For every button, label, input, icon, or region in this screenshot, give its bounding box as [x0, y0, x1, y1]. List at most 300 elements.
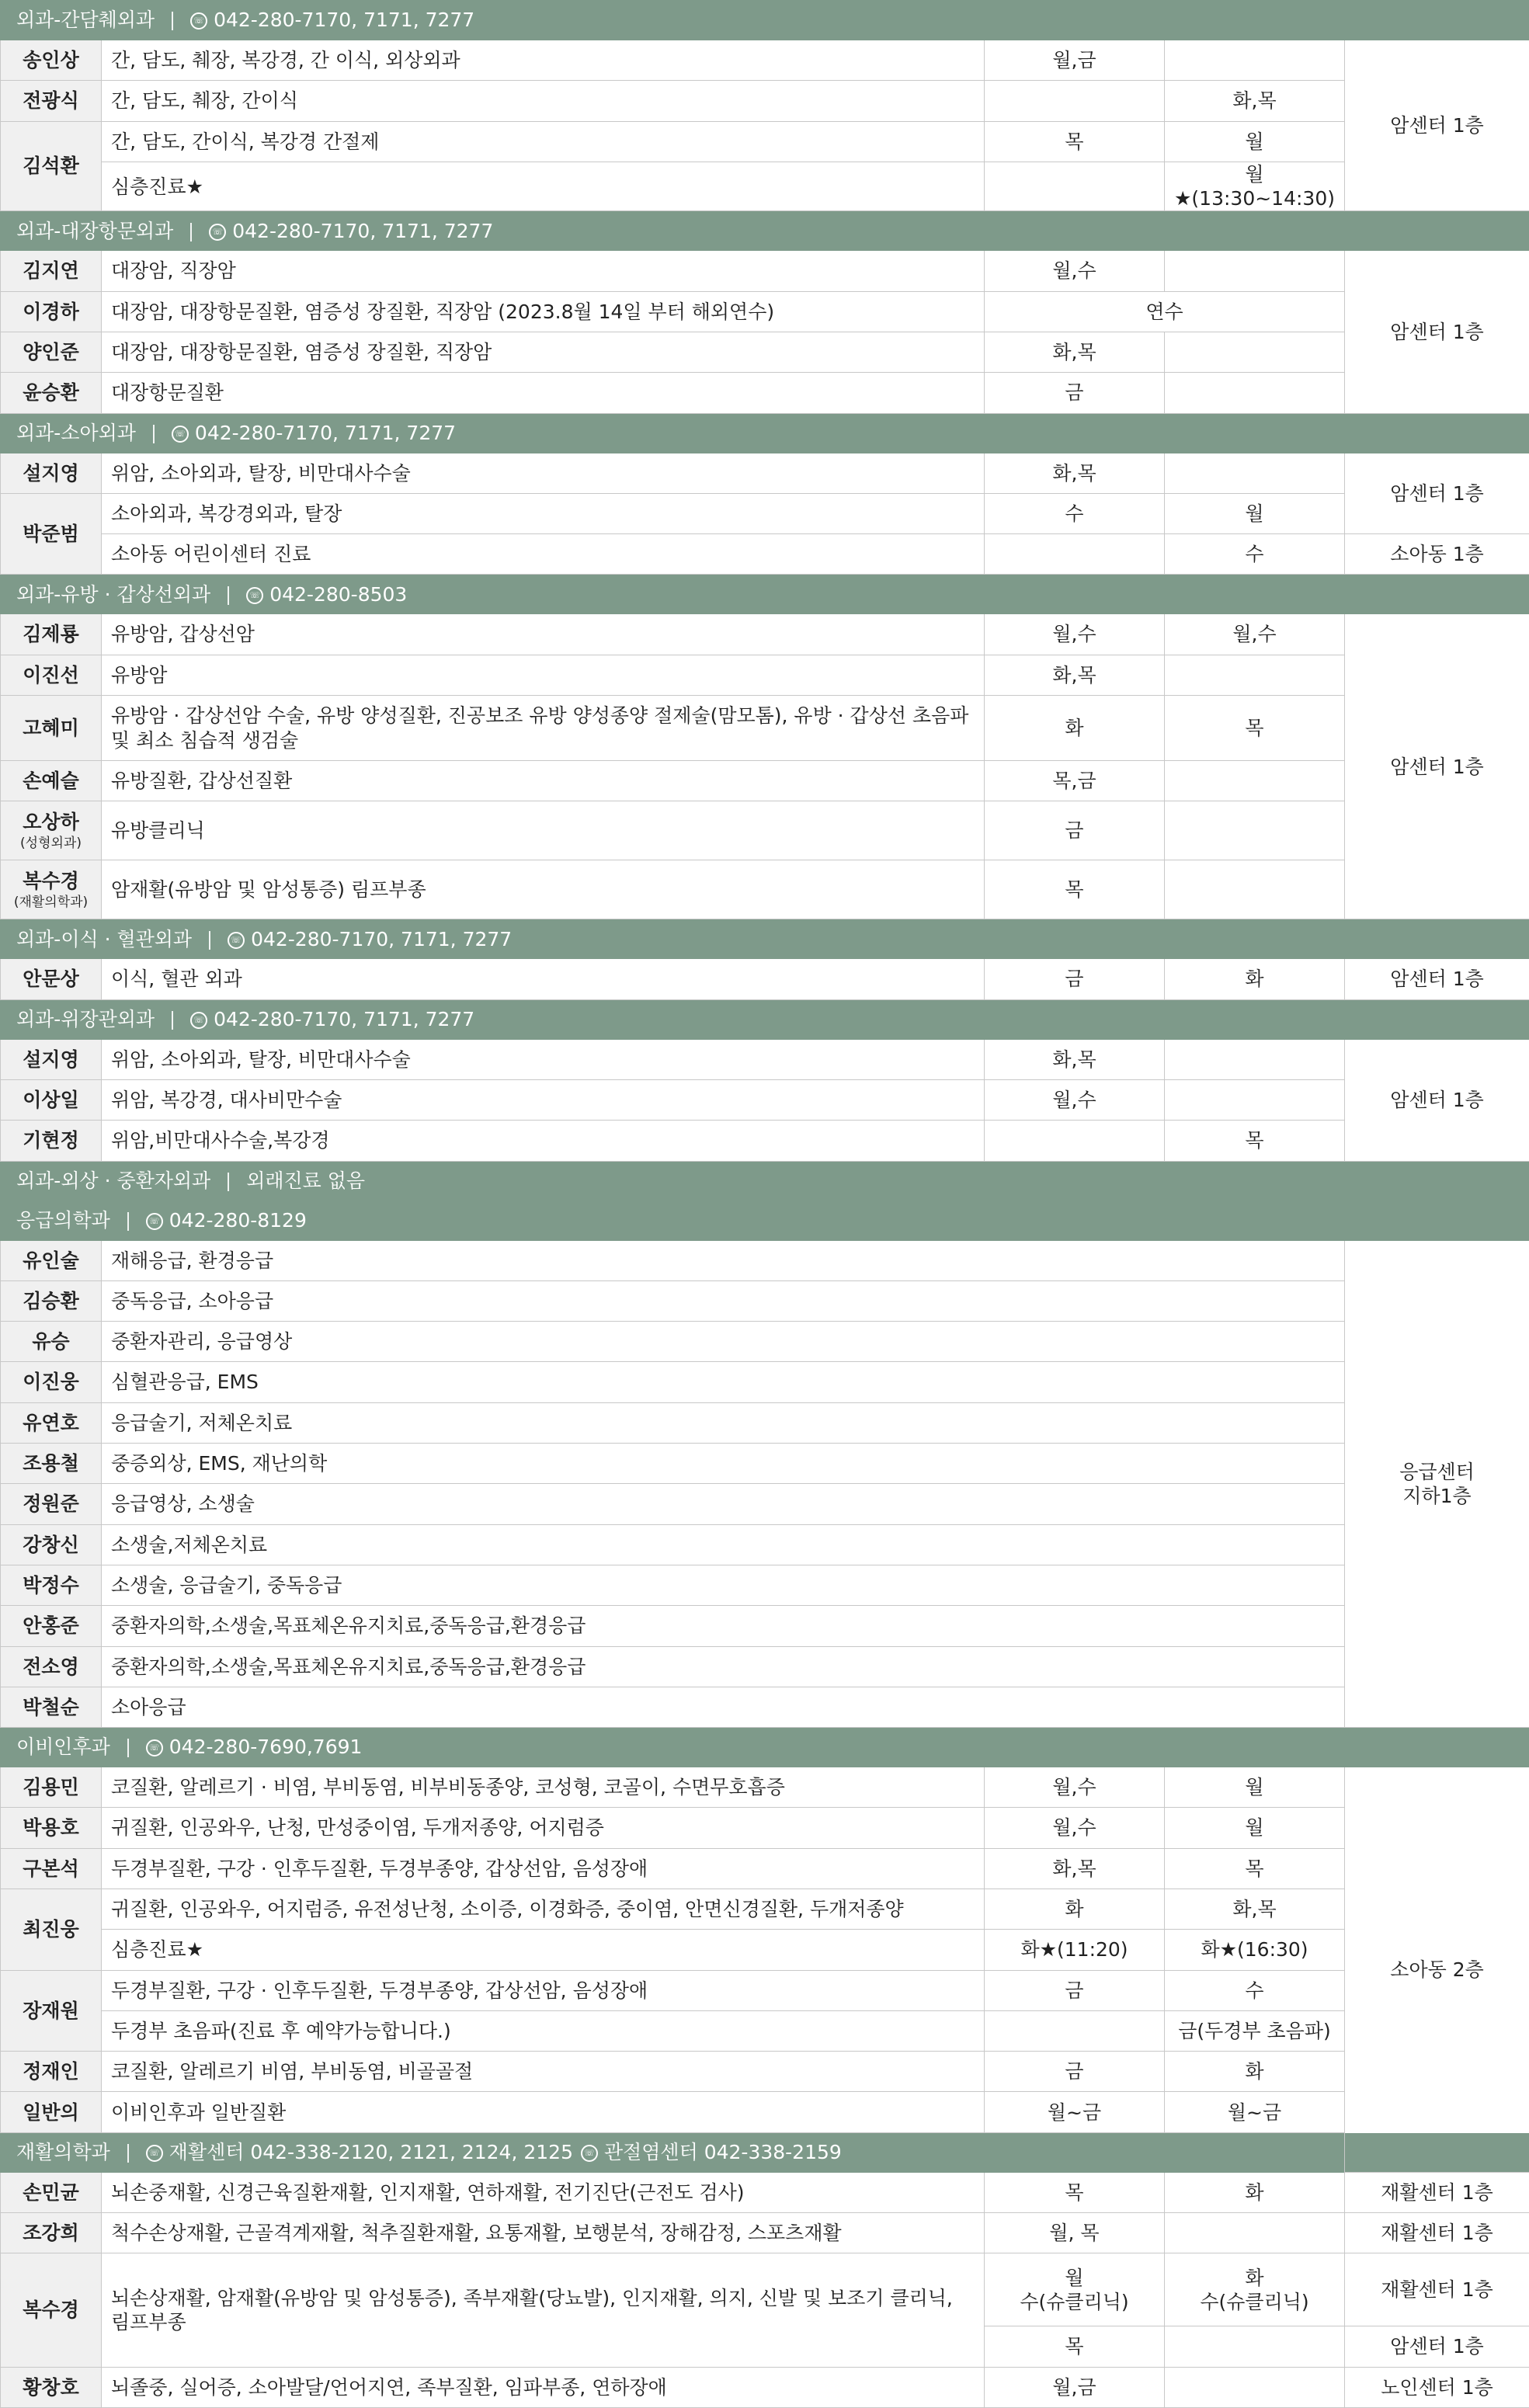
doctor-name: [1, 332, 102, 372]
doctor-name: [1, 1039, 102, 1079]
doctor-name-text: 김용민: [23, 1776, 78, 1798]
department-header-row: [1, 2132, 1529, 2172]
doctor-name-text: 김승환: [23, 1290, 78, 1312]
doctor-name: [1, 1767, 102, 1808]
specialty: 응급술기, 저체온치료: [102, 1402, 1345, 1443]
doctor-name: [1, 1848, 102, 1889]
phone-number: 042-280-8129: [169, 1209, 307, 1232]
specialty: 간, 담도, 췌장, 간이식: [102, 81, 985, 121]
doctor-name: [1, 1402, 102, 1443]
doctor-name-text: 설지영: [23, 462, 78, 485]
specialty: 귀질환, 인공와우, 어지럼증, 유전성난청, 소이증, 이경화증, 중이염, 안면신경질환, 두개저종양: [102, 1889, 985, 1930]
doctor-row: [1, 655, 1529, 695]
doctor-name: [1, 1646, 102, 1687]
doctor-name: [1, 2213, 102, 2253]
specialty: 소생술,저체온치료: [102, 1524, 1345, 1565]
doctor-name-text: 강창신: [23, 1534, 78, 1556]
schedule-am: 월, 목: [985, 2213, 1165, 2253]
doctor-name-text: 조강희: [23, 2222, 78, 2244]
schedule-pm: 화: [1165, 959, 1345, 999]
schedule-am: 월,수: [985, 1808, 1165, 1848]
doctor-name-text: 기현정: [23, 1129, 78, 1152]
doctor-name: [1, 1322, 102, 1362]
schedule-am: 월 수(슈클리닉): [985, 2253, 1165, 2326]
schedule-pm: 화: [1165, 2172, 1345, 2212]
doctor-name-text: 최진웅: [23, 1918, 78, 1941]
specialty: 유방암 · 갑상선암 수술, 유방 양성질환, 진공보조 유방 양성종양 절제술(맘모톰), 유방 · 갑상선 초음파 및 최소 침습적 생검술: [102, 696, 985, 761]
doctor-name: [1, 81, 102, 121]
phone-icon: ☏: [146, 1213, 163, 1230]
specialty: 코질환, 알레르기 · 비염, 부비동염, 비부비동종양, 코성형, 코골이, 수면무호흡증: [102, 1767, 985, 1808]
department-header: [1, 999, 1529, 1039]
doctor-row: [1, 493, 1529, 533]
doctor-row: [1, 1524, 1529, 1565]
doctor-name-text: 이진선: [23, 664, 78, 686]
doctor-affiliation: (성형외과): [4, 836, 98, 852]
specialty: 암재활(유방암 및 암성통증) 림프부종: [102, 860, 985, 919]
doctor-row: [1, 1646, 1529, 1687]
doctor-name: [1, 2172, 102, 2212]
specialty: 위암,비만대사수술,복강경: [102, 1121, 985, 1161]
doctor-row: [1, 1565, 1529, 1605]
specialty: 소아응급: [102, 1687, 1345, 1727]
schedule-pm: [1165, 801, 1345, 860]
schedule-am: 수: [985, 493, 1165, 533]
doctor-name-text: 이경하: [23, 301, 78, 323]
schedule-pm: [1165, 860, 1345, 919]
doctor-row: [1, 251, 1529, 291]
doctor-name: [1, 1444, 102, 1484]
doctor-name: [1, 2367, 102, 2407]
schedule-am: 월,수: [985, 614, 1165, 655]
doctor-name: [1, 1484, 102, 1524]
schedule-am: 화,목: [985, 655, 1165, 695]
specialty: 중증외상, EMS, 재난의학: [102, 1444, 1345, 1484]
divider: [172, 1011, 173, 1030]
schedule-pm: [1165, 2367, 1345, 2407]
divider: [153, 425, 155, 443]
department-header: [1, 919, 1529, 959]
schedule-pm: 화: [1165, 2052, 1345, 2092]
doctor-name-text: 김석환: [23, 155, 78, 177]
schedule-pm: 월: [1165, 121, 1345, 162]
schedule-am: 월,수: [985, 251, 1165, 291]
location: 재활센터 1층: [1345, 2172, 1529, 2212]
department-header-row: [1, 1728, 1529, 1767]
doctor-name-text: 박준범: [23, 523, 78, 545]
schedule-am: 금: [985, 373, 1165, 413]
department-title: 외과-이식 · 혈관외과: [16, 928, 192, 950]
doctor-row: [1, 162, 1529, 211]
schedule-am: 월,금: [985, 40, 1165, 81]
specialty: 뇌손중재활, 신경근육질환재활, 인지재활, 연하재활, 전기진단(근전도 검사): [102, 2172, 985, 2212]
doctor-name: [1, 959, 102, 999]
specialty: 소아동 어린이센터 진료: [102, 534, 985, 575]
phone-number: 042-280-7170, 7171, 7277: [214, 9, 474, 31]
doctor-name-text: 이진웅: [23, 1371, 78, 1393]
schedule-am: 화: [985, 696, 1165, 761]
schedule-pm: 목: [1165, 696, 1345, 761]
department-title: 외과-간담췌외과: [16, 9, 155, 31]
doctor-affiliation: (재활의학과): [4, 895, 98, 911]
department-header-row: [1, 919, 1529, 959]
location: 암센터 1층: [1345, 453, 1529, 534]
doctor-name-text: 설지영: [23, 1048, 78, 1071]
schedule-am: 화★(11:20): [985, 1930, 1165, 1970]
doctor-row: [1, 373, 1529, 413]
location: 재활센터 1층: [1345, 2253, 1529, 2326]
doctor-row: [1, 2052, 1529, 2092]
doctor-name-text: 김제룡: [23, 623, 78, 645]
divider: [172, 12, 173, 30]
doctor-name: [1, 1970, 102, 2052]
department-title: 외과-유방 · 갑상선외과: [16, 583, 210, 606]
doctor-row: [1, 291, 1529, 332]
specialty: 중환자의학,소생술,목표체온유지치료,중독응급,환경응급: [102, 1646, 1345, 1687]
doctor-name-text: 송인상: [23, 49, 78, 71]
phone-label: 재활센터: [169, 2141, 245, 2163]
specialty: 이식, 혈관 외과: [102, 959, 985, 999]
specialty: 중환자관리, 응급영상: [102, 1322, 1345, 1362]
specialty: 귀질환, 인공와우, 난청, 만성중이염, 두개저종양, 어지럼증: [102, 1808, 985, 1848]
schedule-pm: [1165, 1079, 1345, 1120]
doctor-row: [1, 121, 1529, 162]
doctor-row: [1, 1362, 1529, 1402]
specialty: 대장암, 대장항문질환, 염증성 장질환, 직장암: [102, 332, 985, 372]
doctor-name: [1, 2092, 102, 2132]
doctor-name-text: 정재인: [23, 2060, 78, 2083]
department-title: 이비인후과: [16, 1736, 110, 1758]
divider: [209, 931, 210, 950]
department-title: 외과-외상 · 중환자외과: [16, 1169, 210, 1192]
schedule-am: 금: [985, 1970, 1165, 2010]
divider: [190, 223, 192, 241]
doctor-row: [1, 1606, 1529, 1646]
phone-label: 관절염센터: [604, 2141, 698, 2163]
location: 소아동 2층: [1345, 1767, 1529, 2173]
schedule-am: [985, 81, 1165, 121]
department-header-row: [1, 211, 1529, 251]
department-header: [1, 575, 1529, 614]
phone-icon: ☏: [246, 587, 263, 604]
department-title: 응급의학과: [16, 1209, 110, 1232]
phone-number: 042-280-7170, 7171, 7277: [214, 1008, 474, 1030]
schedule-pm: 수: [1165, 1970, 1345, 2010]
doctor-row: [1, 1280, 1529, 1321]
specialty: 척수손상재활, 근골격계재활, 척추질환재활, 요통재활, 보행분석, 장해감정, 스포츠재활: [102, 2213, 985, 2253]
doctor-name: [1, 1121, 102, 1161]
department-header-row: [1, 999, 1529, 1039]
schedule-am: [985, 162, 1165, 211]
location: 소아동 1층: [1345, 534, 1529, 575]
doctor-name-text: 조용철: [23, 1452, 78, 1475]
specialty: 유방암: [102, 655, 985, 695]
doctor-row: [1, 2213, 1529, 2253]
phone-number: 042-280-8503: [269, 583, 407, 606]
doctor-row: [1, 2172, 1529, 2212]
doctor-name-text: 손예슬: [23, 770, 78, 792]
doctor-name-text: 구본석: [23, 1857, 78, 1880]
specialty: 중독응급, 소아응급: [102, 1280, 1345, 1321]
department-header-row: [1, 1161, 1529, 1201]
doctor-name-text: 유인술: [23, 1249, 78, 1272]
doctor-row: [1, 1767, 1529, 1808]
schedule-am: 화,목: [985, 1039, 1165, 1079]
schedule-pm: 월★(13:30~14:30): [1165, 162, 1345, 211]
schedule-pm: [1165, 1039, 1345, 1079]
doctor-name: [1, 1240, 102, 1280]
schedule-am: [985, 534, 1165, 575]
doctor-name-text: 박정수: [23, 1574, 78, 1597]
phone-icon: ☏: [146, 1739, 163, 1756]
doctor-row: [1, 860, 1529, 919]
doctor-name-text: 박철순: [23, 1696, 78, 1718]
schedule-pm: 월,수: [1165, 614, 1345, 655]
doctor-row: [1, 959, 1529, 999]
doctor-name-text: 유승: [32, 1330, 69, 1353]
doctor-name-text: 박용호: [23, 1816, 78, 1839]
phone-icon: ☏: [172, 426, 189, 443]
divider: [127, 1212, 129, 1231]
doctor-name-text: 윤승환: [23, 381, 78, 404]
specialty: 대장항문질환: [102, 373, 985, 413]
specialty: 소아외과, 복강경외과, 탈장: [102, 493, 985, 533]
schedule-pm: [1165, 761, 1345, 801]
specialty: 대장암, 직장암: [102, 251, 985, 291]
phone-number: 042-280-7170, 7171, 7277: [251, 928, 512, 950]
doctor-name: [1, 860, 102, 919]
doctor-name-text: 일반의: [23, 2101, 78, 2124]
specialty: 소생술, 응급술기, 중독응급: [102, 1565, 1345, 1605]
schedule-am: 화,목: [985, 453, 1165, 493]
doctor-name-text: 정원준: [23, 1492, 78, 1515]
phone-number: 042-338-2159: [704, 2141, 842, 2163]
schedule-pm: [1165, 373, 1345, 413]
specialty: 응급영상, 소생술: [102, 1484, 1345, 1524]
schedule-pm: 월: [1165, 493, 1345, 533]
doctor-name: [1, 1079, 102, 1120]
doctor-row: [1, 1079, 1529, 1120]
schedule-am: 금: [985, 959, 1165, 999]
doctor-row: [1, 2253, 1529, 2326]
specialty: 심층진료★: [102, 1930, 985, 1970]
doctor-row: [1, 696, 1529, 761]
specialty: 유방질환, 갑상선질환: [102, 761, 985, 801]
doctor-name: [1, 291, 102, 332]
schedule-pm: 화,목: [1165, 1889, 1345, 1930]
department-title: 외과-위장관외과: [16, 1008, 155, 1030]
department-header: [1, 413, 1529, 453]
phone-number: 042-280-7690,7691: [169, 1736, 363, 1758]
department-header: [1, 1201, 1529, 1240]
divider: [127, 2144, 129, 2163]
doctor-row: [1, 614, 1529, 655]
phone-icon: ☏: [190, 1012, 207, 1029]
doctor-name: [1, 373, 102, 413]
department-header: [1, 211, 1529, 251]
schedule-pm: 월: [1165, 1808, 1345, 1848]
doctor-row: [1, 2010, 1529, 2051]
doctor-row: [1, 1484, 1529, 1524]
doctor-name: [1, 453, 102, 493]
doctor-name-text: 전광식: [23, 89, 78, 112]
department-header-row: [1, 413, 1529, 453]
doctor-name-text: 손민균: [23, 2181, 78, 2204]
doctor-row: [1, 1039, 1529, 1079]
schedule-pm: [1165, 40, 1345, 81]
phone-icon: ☏: [581, 2145, 598, 2162]
schedule-am: 월,수: [985, 1767, 1165, 1808]
schedule-pm: 월: [1165, 1767, 1345, 1808]
location: 암센터 1층: [1345, 959, 1529, 999]
doctor-name: [1, 1280, 102, 1321]
doctor-row: [1, 1402, 1529, 1443]
schedule-pm: [1165, 2213, 1345, 2253]
doctor-name: [1, 1606, 102, 1646]
doctor-name: [1, 1808, 102, 1848]
schedule-am: 월~금: [985, 2092, 1165, 2132]
location: 응급센터 지하1층: [1345, 1240, 1529, 1728]
location: 노인센터 1층: [1345, 2367, 1529, 2407]
schedule-pm: [1165, 655, 1345, 695]
specialty: 위암, 소아외과, 탈장, 비만대사수술: [102, 453, 985, 493]
phone-number: 042-280-7170, 7171, 7277: [195, 422, 456, 444]
doctor-name-text: 김지연: [23, 259, 78, 282]
department-title: 외과-소아외과: [16, 422, 136, 444]
specialty: 간, 담도, 간이식, 복강경 간절제: [102, 121, 985, 162]
specialty: 두경부 초음파(진료 후 예약가능합니다.): [102, 2010, 985, 2051]
doctor-name-text: 전소영: [23, 1656, 78, 1678]
schedule-am: 목: [985, 2326, 1165, 2367]
doctor-name: [1, 614, 102, 655]
schedule-am: 목: [985, 2172, 1165, 2212]
schedule-am: 화,목: [985, 332, 1165, 372]
doctor-name: [1, 655, 102, 695]
doctor-row: [1, 534, 1529, 575]
doctor-row: [1, 1808, 1529, 1848]
schedule-pm: 수: [1165, 534, 1345, 575]
location: 암센터 1층: [1345, 2326, 1529, 2367]
schedule-pm: 목: [1165, 1848, 1345, 1889]
department-header-row: [1, 575, 1529, 614]
doctor-row: [1, 2092, 1529, 2132]
schedule-pm: 화★(16:30): [1165, 1930, 1345, 1970]
doctor-row: [1, 2367, 1529, 2407]
location: 재활센터 1층: [1345, 2213, 1529, 2253]
doctor-name: [1, 121, 102, 211]
specialty: 심층진료★: [102, 162, 985, 211]
doctor-name-text: 양인준: [23, 341, 78, 363]
schedule-am: 화,목: [985, 1848, 1165, 1889]
department-header: [1, 1, 1529, 40]
doctor-row: [1, 81, 1529, 121]
doctor-row: [1, 40, 1529, 81]
doctor-row: [1, 1889, 1529, 1930]
doctor-row: [1, 761, 1529, 801]
location: 암센터 1층: [1345, 614, 1529, 919]
specialty: 이비인후과 일반질환: [102, 2092, 985, 2132]
doctor-name-text: 장재원: [23, 2000, 78, 2022]
phone-icon: ☏: [146, 2145, 163, 2162]
doctor-name: [1, 761, 102, 801]
specialty: 심혈관응급, EMS: [102, 1362, 1345, 1402]
doctor-row: [1, 801, 1529, 860]
doctor-name-text: 이상일: [23, 1089, 78, 1111]
department-header-row: [1, 1201, 1529, 1240]
doctor-name: [1, 696, 102, 761]
specialty: 대장암, 대장항문질환, 염증성 장질환, 직장암 (2023.8월 14일 부터 해외연수): [102, 291, 985, 332]
doctor-row: [1, 1444, 1529, 1484]
phone-number: 042-280-7170, 7171, 7277: [232, 220, 493, 242]
doctor-name-text: 황창호: [23, 2376, 78, 2399]
doctor-row: [1, 1930, 1529, 1970]
doctor-name: [1, 1565, 102, 1605]
doctor-name-text: 고혜미: [23, 717, 78, 739]
doctor-row: [1, 332, 1529, 372]
schedule-am: [985, 2010, 1165, 2051]
doctor-name: [1, 40, 102, 81]
doctor-row: [1, 1687, 1529, 1727]
schedule-pm: [1165, 2326, 1345, 2367]
schedule-pm: 목: [1165, 1121, 1345, 1161]
doctor-name: [1, 493, 102, 575]
department-header: [1, 1161, 1529, 1201]
doctor-name: [1, 2052, 102, 2092]
doctor-name-text: 복수경: [23, 870, 78, 892]
doctor-row: [1, 1322, 1529, 1362]
department-title: 외과-대장항문외과: [16, 220, 173, 242]
specialty: 뇌손상재활, 암재활(유방암 및 암성통증), 족부재활(당뇨발), 인지재활, 의지, 신발 및 보조기 클리닉, 림프부종: [102, 2253, 985, 2367]
doctor-name: [1, 1362, 102, 1402]
doctor-name: [1, 251, 102, 291]
doctor-name: [1, 1524, 102, 1565]
schedule-am: 금: [985, 801, 1165, 860]
phone-number: 042-338-2120, 2121, 2124, 2125: [250, 2141, 573, 2163]
specialty: 두경부질환, 구강 · 인후두질환, 두경부종양, 갑상선암, 음성장애: [102, 1848, 985, 1889]
doctor-name-text: 안문상: [23, 968, 78, 990]
schedule-pm: 화 수(슈클리닉): [1165, 2253, 1345, 2326]
doctor-row: [1, 453, 1529, 493]
divider: [127, 1739, 129, 1757]
specialty: 위암, 소아외과, 탈장, 비만대사수술: [102, 1039, 985, 1079]
schedule-pm: [1165, 332, 1345, 372]
schedule-pm: [1165, 251, 1345, 291]
specialty: 뇌졸중, 실어증, 소아발달/언어지연, 족부질환, 임파부종, 연하장애: [102, 2367, 985, 2407]
doctor-name-text: 복수경: [23, 2299, 78, 2321]
schedule-am: 월,수: [985, 1079, 1165, 1120]
phone-icon: ☏: [209, 224, 226, 241]
location: 암센터 1층: [1345, 1039, 1529, 1161]
location: 암센터 1층: [1345, 40, 1529, 211]
department-header-row: [1, 1, 1529, 40]
department-note: 외래진료 없음: [246, 1169, 365, 1192]
doctor-name: [1, 2253, 102, 2367]
location: 암센터 1층: [1345, 251, 1529, 413]
doctor-row: [1, 1121, 1529, 1161]
department-header: [1, 1728, 1529, 1767]
specialty: 재해응급, 환경응급: [102, 1240, 1345, 1280]
doctor-name: [1, 1687, 102, 1727]
phone-icon: ☏: [228, 932, 245, 949]
doctor-name-text: 안홍준: [23, 1614, 78, 1637]
schedule-am: [985, 1121, 1165, 1161]
schedule-am: 목: [985, 860, 1165, 919]
phone-icon: ☏: [190, 12, 207, 30]
specialty: 위암, 복강경, 대사비만수술: [102, 1079, 985, 1120]
department-title: 재활의학과: [16, 2141, 110, 2163]
schedule-pm: 월~금: [1165, 2092, 1345, 2132]
doctor-name-text: 유연호: [23, 1412, 78, 1434]
